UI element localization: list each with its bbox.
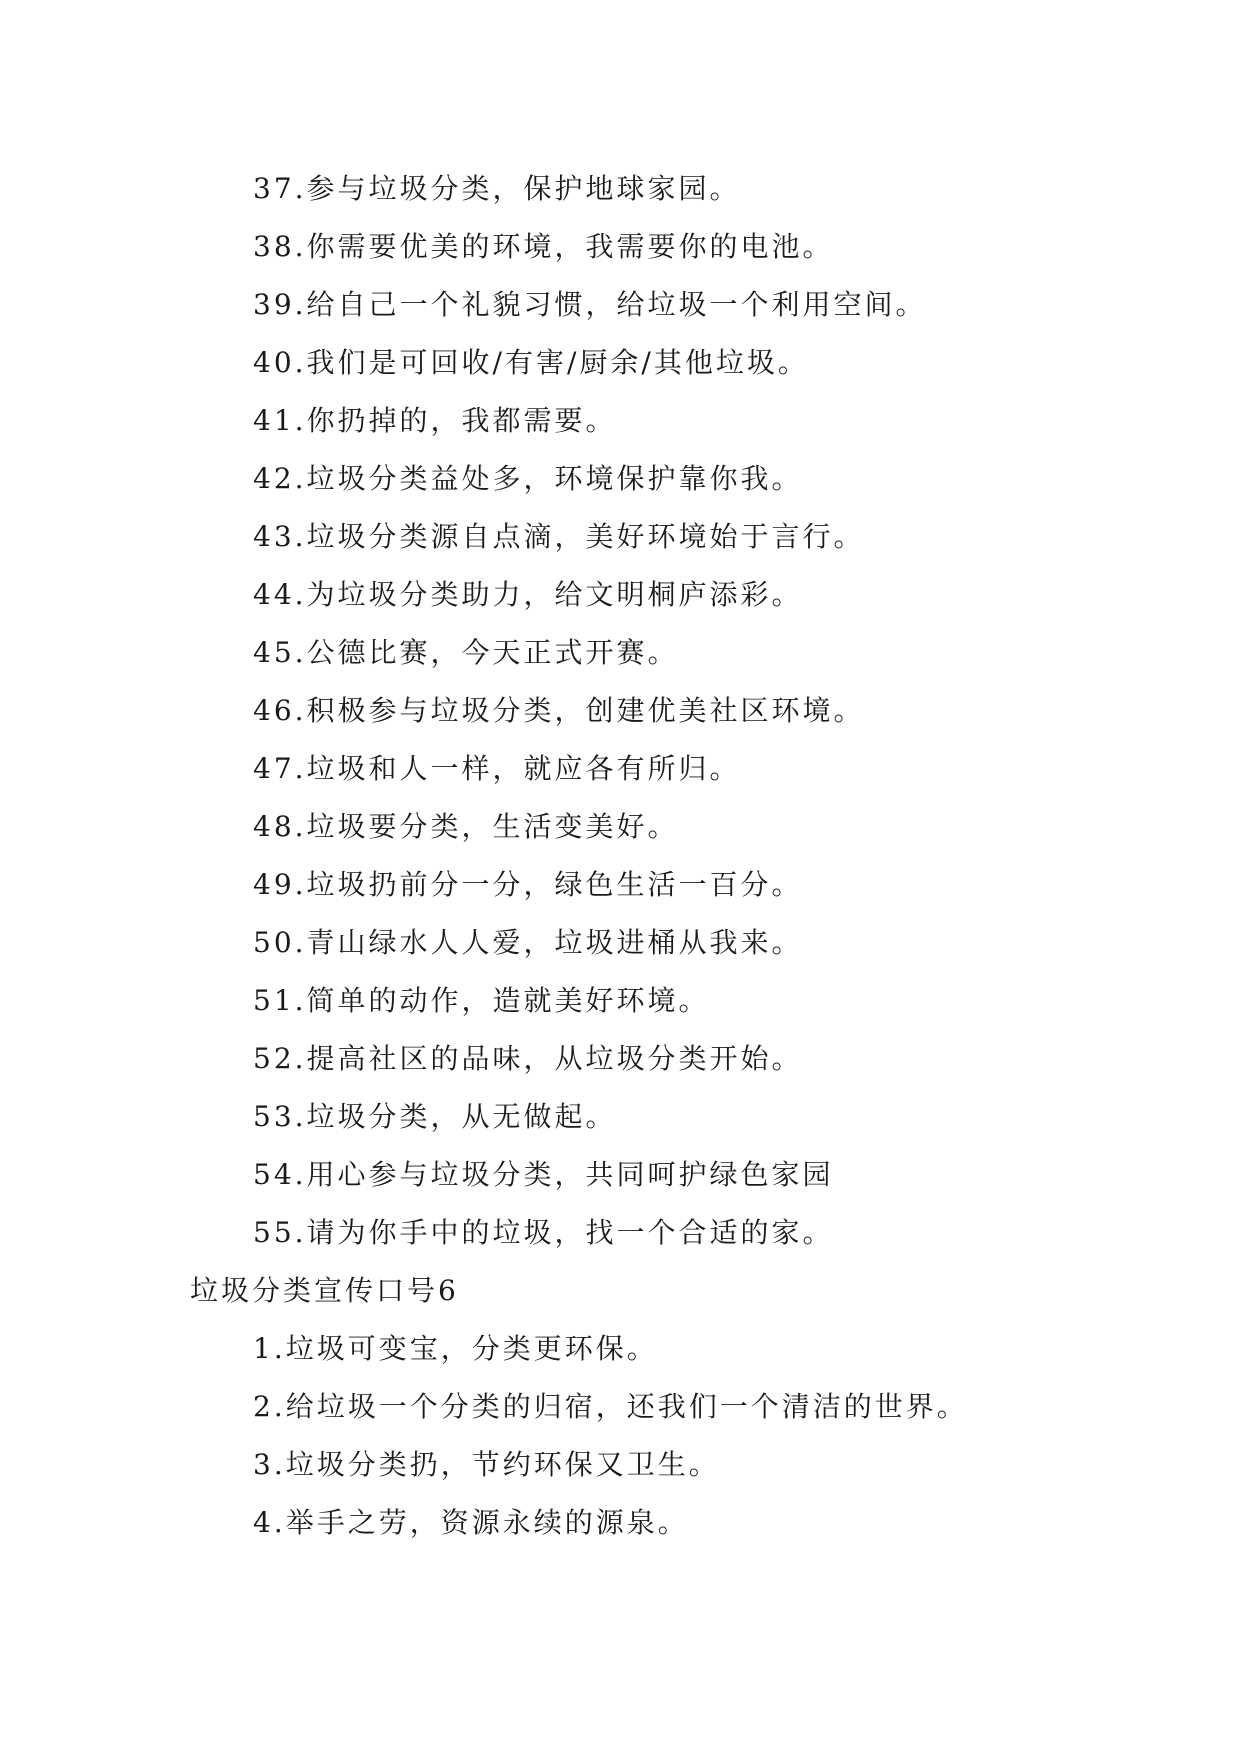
list-item: 55.请为你手中的垃圾，找一个合适的家。: [253, 1216, 834, 1249]
list-item: 52.提高社区的品味，从垃圾分类开始。: [253, 1042, 803, 1075]
list-item: 38.你需要优美的环境，我需要你的电池。: [253, 230, 834, 263]
list-item: 50.青山绿水人人爱，垃圾进桶从我来。: [253, 926, 803, 959]
list-item: 1.垃圾可变宝，分类更环保。: [253, 1332, 658, 1365]
list-item: 4.举手之劳，资源永续的源泉。: [253, 1506, 689, 1539]
list-item: 37.参与垃圾分类，保护地球家园。: [253, 172, 741, 205]
list-item: 41.你扔掉的，我都需要。: [253, 404, 617, 437]
list-item: 39.给自己一个礼貌习惯，给垃圾一个利用空间。: [253, 288, 927, 321]
list-item: 2.给垃圾一个分类的归宿，还我们一个清洁的世界。: [253, 1390, 968, 1423]
document-body: [190, 160, 1090, 1552]
list-item: 51.简单的动作，造就美好环境。: [253, 984, 710, 1017]
list-item: 47.垃圾和人一样，就应各有所归。: [253, 752, 741, 785]
list-item: 54.用心参与垃圾分类，共同呵护绿色家园: [253, 1158, 834, 1191]
section-heading: 垃圾分类宣传口号6: [190, 1274, 459, 1307]
list-item: 48.垃圾要分类，生活变美好。: [253, 810, 679, 843]
list-item: 46.积极参与垃圾分类，创建优美社区环境。: [253, 694, 865, 727]
list-item: 53.垃圾分类，从无做起。: [253, 1100, 617, 1133]
list-item: 44.为垃圾分类助力，给文明桐庐添彩。: [253, 578, 803, 611]
list-item: 3.垃圾分类扔，节约环保又卫生。: [253, 1448, 720, 1481]
list-item: 40.我们是可回收/有害/厨余/其他垃圾。: [253, 346, 809, 379]
list-item: 43.垃圾分类源自点滴，美好环境始于言行。: [253, 520, 865, 553]
list-item: 45.公德比赛，今天正式开赛。: [253, 636, 679, 669]
list-item: 42.垃圾分类益处多，环境保护靠你我。: [253, 462, 803, 495]
list-item: 49.垃圾扔前分一分，绿色生活一百分。: [253, 868, 803, 901]
